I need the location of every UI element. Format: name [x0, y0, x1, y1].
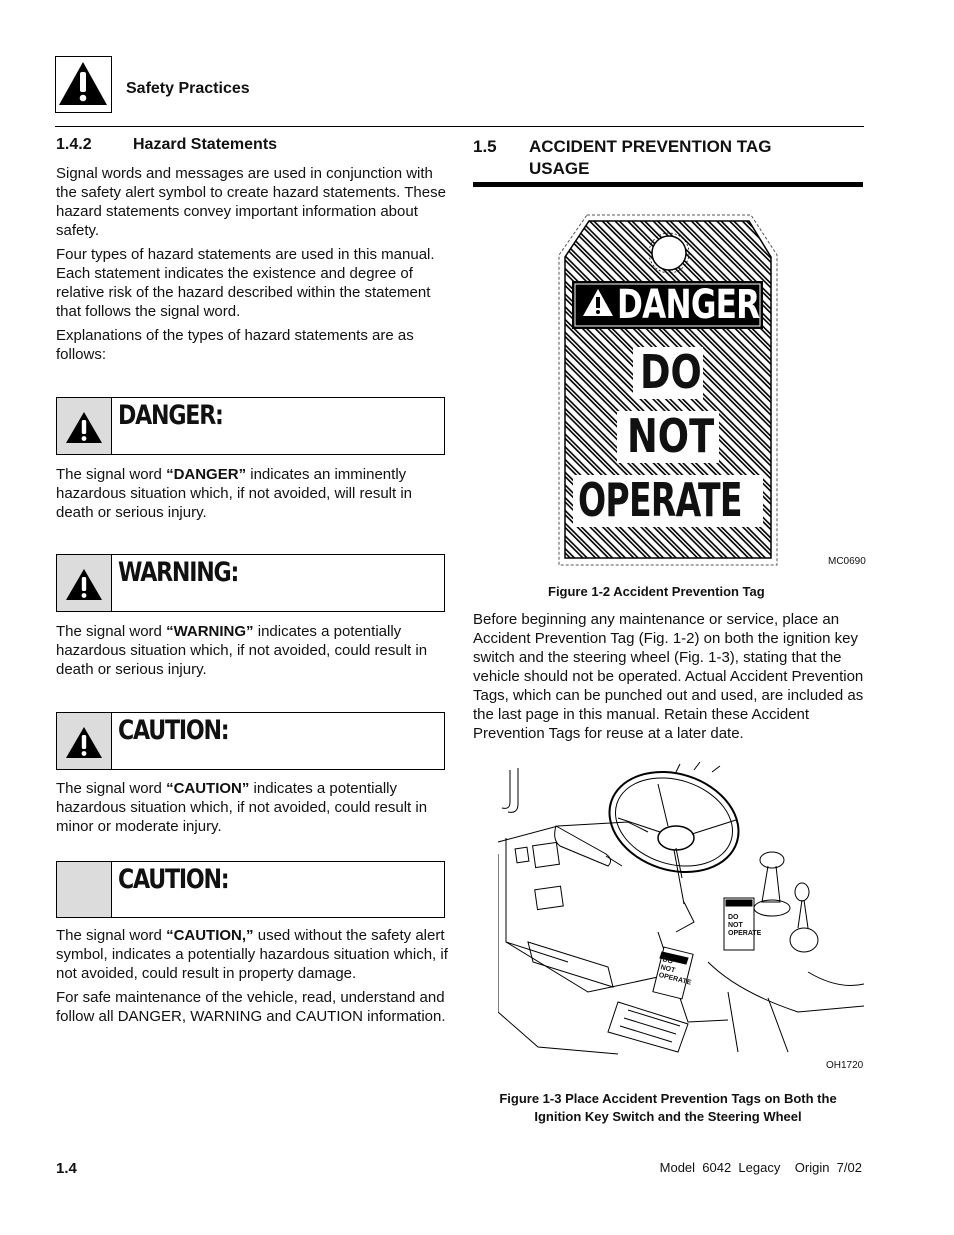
- section-rule: [473, 182, 863, 187]
- fig3-tag-operate: OPERATE: [728, 930, 762, 937]
- fig3-tag-do: DO: [728, 914, 739, 921]
- warning-description: [56, 622, 448, 679]
- desc-suffix: used without the safety alert symbol, indicates a potentially hazardous situation which, if not avoided, could result in property damage.: [56, 927, 448, 982]
- caution-signal-word-2: CAUTION:: [118, 864, 229, 895]
- header-rule: [55, 126, 864, 127]
- desc-quoted-word: “WARNING”: [166, 623, 254, 640]
- desc-quoted-word: “DANGER”: [166, 466, 247, 483]
- caution-no-symbol-box: [56, 861, 445, 918]
- danger-description: [56, 465, 448, 522]
- desc-suffix: indicates a potentially hazardous situation which, if not avoided, could result in minor or moderate injury.: [56, 780, 428, 835]
- intro-paragraph-1: Signal words and messages are used in conjunction with the safety alert symbol to create hazard statements. These hazard statements convey important information about safety.: [56, 165, 446, 239]
- alert-triangle-icon: [64, 567, 104, 603]
- tag-usage-heading: [473, 136, 771, 180]
- caution-property-description: [56, 926, 448, 983]
- heading-number: 1.5: [473, 137, 497, 156]
- tag-usage-paragraph: Before beginning any maintenance or service, place an Accident Prevention Tag (Fig. 1-2) on both the ignition key switch and the steering wheel (Fig. 1-3), stating that the vehicle should not be operated. Actual Accident Prevention Tags, which can be punched out and used, are included as the last page in this manual. Retain these Accident Prevention Tags for reuse at a later date.: [473, 611, 864, 742]
- fig3-tag-1-text: [728, 914, 761, 938]
- fig3-tag-do: DO: [661, 956, 674, 966]
- desc-suffix: indicates an imminently hazardous situation which, if not avoided, will result in death or serious injury.: [56, 466, 413, 521]
- desc-prefix: The signal word: [56, 927, 167, 944]
- caution-signal-box: [56, 712, 445, 770]
- tag-danger-word: DANGER: [617, 282, 760, 328]
- figure-code-oh1720: OH1720: [826, 1060, 864, 1071]
- section-header-title: Safety Practices: [126, 80, 250, 97]
- figure-1-3-caption: [473, 1090, 863, 1126]
- heading-title-line2: USAGE: [529, 159, 590, 178]
- caution-description: [56, 779, 448, 836]
- alert-triangle-icon: [64, 725, 104, 761]
- desc-prefix: The signal word: [56, 466, 167, 483]
- intro-paragraph-2: Four types of hazard statements are used in this manual. Each statement indicates the existence and degree of relative risk of the hazard described within the statement that follows the signal word.: [56, 246, 435, 320]
- danger-signal-word: DANGER:: [118, 400, 223, 431]
- heading-number: 1.4.2: [56, 136, 92, 153]
- intro-paragraph-3: Explanations of the types of hazard statements are as follows:: [56, 327, 414, 363]
- hazard-statements-heading: [56, 136, 277, 154]
- desc-prefix: The signal word: [56, 780, 167, 797]
- fig3-tag-not: NOT: [659, 964, 676, 975]
- fig3-tag-operate: OPERATE: [657, 971, 692, 987]
- figure-1-3-caption-line1: Figure 1-3 Place Accident Prevention Tags on Both the: [499, 1091, 837, 1106]
- safety-alert-header-icon: [55, 56, 112, 113]
- figure-code-mc0690: MC0690: [828, 556, 866, 567]
- heading-title: Hazard Statements: [133, 136, 278, 153]
- desc-prefix: The signal word: [56, 623, 167, 640]
- closing-paragraph: For safe maintenance of the vehicle, read, understand and follow all DANGER, WARNING and CAUTION information.: [56, 989, 446, 1025]
- heading-title-line1: ACCIDENT PREVENTION TAG: [529, 137, 772, 156]
- danger-alert-panel: [57, 398, 112, 454]
- desc-suffix: indicates a potentially hazardous situation which, if not avoided, could result in death or serious injury.: [56, 623, 428, 678]
- figure-1-3-caption-line2: Ignition Key Switch and the Steering Wheel: [534, 1109, 802, 1124]
- warning-signal-box: [56, 554, 445, 612]
- warning-signal-word: WARNING:: [118, 557, 239, 588]
- desc-quoted-word: “CAUTION,”: [166, 927, 254, 944]
- alert-triangle-icon: [64, 410, 104, 446]
- caution-blank-panel: [57, 862, 112, 917]
- tag-not-word: NOT: [627, 409, 715, 463]
- ignition-steering-wheel-figure: [498, 762, 864, 1058]
- caution-alert-panel: [57, 713, 112, 769]
- caution-signal-word: CAUTION:: [118, 715, 229, 746]
- tag-operate-word: OPERATE: [578, 473, 742, 527]
- danger-signal-box: [56, 397, 445, 455]
- figure-1-2-caption: Figure 1-2 Accident Prevention Tag: [548, 584, 765, 599]
- warning-alert-panel: [57, 555, 112, 611]
- footer-model-origin: Model 6042 Legacy Origin 7/02: [659, 1160, 862, 1175]
- desc-quoted-word: “CAUTION”: [166, 780, 250, 797]
- page-number: 1.4: [56, 1160, 77, 1177]
- fig3-tag-not: NOT: [728, 922, 743, 929]
- tag-do-word: DO: [640, 345, 702, 399]
